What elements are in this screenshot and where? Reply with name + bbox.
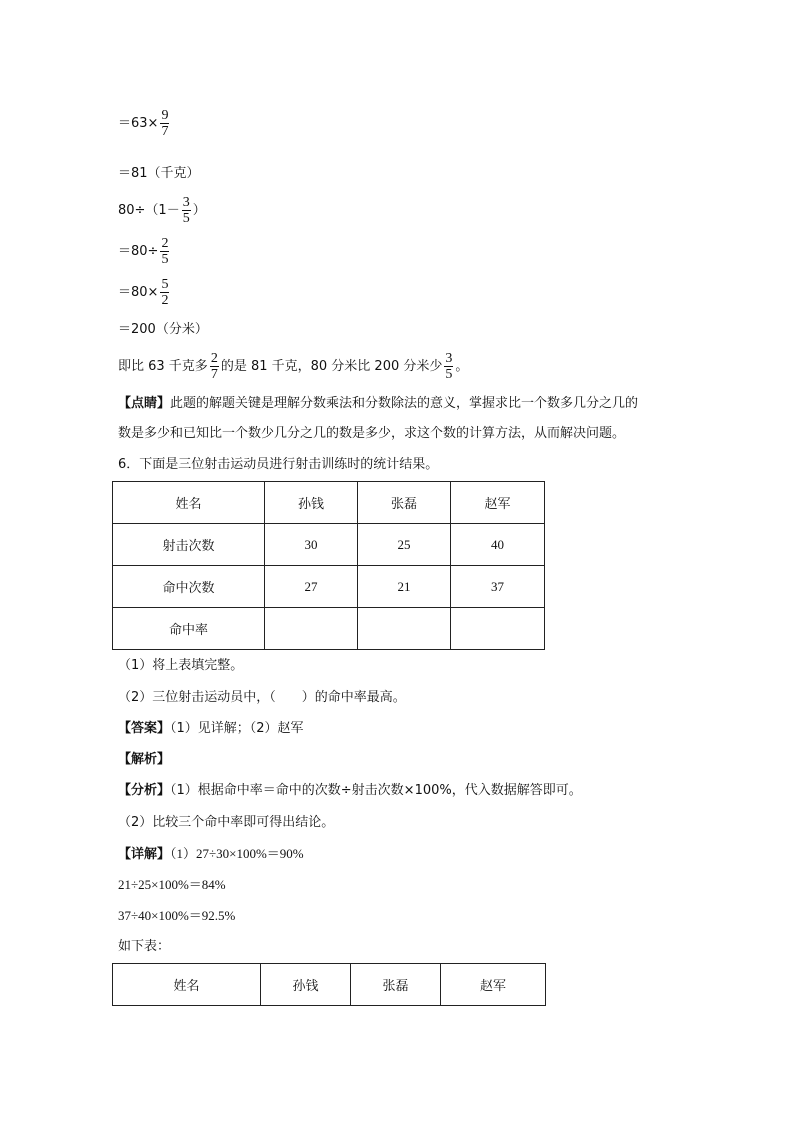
tip-text: 此题的解题关键是理解分数乘法和分数除法的意义，掌握求比一个数多几分之几的 (170, 396, 639, 411)
table-header: 孙钱 (265, 482, 358, 524)
sub-question-2: （2）三位射击运动员中，（ ）的命中率最高。 (118, 690, 406, 705)
fraction (160, 277, 169, 308)
fraction (210, 351, 219, 382)
table-cell: 37 (451, 566, 545, 608)
denominator: 7 (210, 367, 218, 382)
stats-table (112, 481, 545, 650)
fraction (182, 195, 191, 226)
table-header: 张磊 (351, 964, 441, 1006)
numerator: 9 (161, 108, 169, 123)
calc-text: ） (192, 203, 206, 218)
tip-line-1 (118, 396, 638, 412)
table-header: 孙钱 (261, 964, 351, 1006)
answer-line (118, 721, 304, 737)
numerator: 3 (445, 351, 453, 366)
analysis-label: 【分析】 (118, 783, 171, 798)
question-title: 6．下面是三位射击运动员进行射击训练时的统计结果。 (118, 457, 439, 472)
analysis-title: 【解析】 (118, 752, 171, 767)
answer-label: 【答案】 (118, 721, 171, 736)
denominator: 5 (445, 367, 453, 382)
fraction (160, 108, 169, 139)
denominator: 7 (161, 124, 169, 139)
row-label: 命中率 (113, 608, 265, 650)
table-cell-empty (358, 608, 451, 650)
calc-text: ＝80× (118, 285, 159, 300)
detail-line-4: 如下表： (118, 939, 171, 954)
table-cell-empty (451, 608, 545, 650)
tip-label: 【点睛】 (118, 396, 171, 411)
numerator: 5 (161, 277, 169, 292)
table-row (113, 608, 545, 650)
table-header: 张磊 (358, 482, 451, 524)
calc-text: ＝80÷ (118, 244, 159, 259)
row-label: 射击次数 (113, 524, 265, 566)
table-cell: 21 (358, 566, 451, 608)
analysis-text: （1）根据命中率＝命中的次数÷射击次数×100%，代入数据解答即可。 (170, 783, 582, 798)
calc-line-6: ＝200（分米） (118, 322, 208, 337)
analysis-line-1 (118, 783, 582, 799)
calc-line-5 (118, 277, 171, 308)
calc-text: 80÷（1－ (118, 203, 180, 218)
answer-text: （1）见详解；（2）赵军 (170, 721, 304, 736)
calc-text: ＝63× (118, 116, 159, 131)
fraction (444, 351, 453, 382)
table-cell-empty (265, 608, 358, 650)
calc-line-1 (118, 108, 171, 139)
row-label: 命中次数 (113, 566, 265, 608)
table-row (113, 524, 545, 566)
detail-text: （1）27÷30×100%＝90% (170, 846, 304, 861)
detail-line-1 (118, 846, 304, 863)
sub-question-1: （1）将上表填完整。 (118, 658, 244, 673)
table-header: 姓名 (113, 482, 265, 524)
numerator: 3 (182, 195, 190, 210)
detail-line-2: 21÷25×100%＝84% (118, 877, 226, 892)
numerator: 2 (161, 236, 169, 251)
analysis-line-2: （2）比较三个命中率即可得出结论。 (118, 815, 335, 830)
conclusion-text: 即比 63 千克多 (118, 359, 208, 374)
table-header: 赵军 (451, 482, 545, 524)
table-cell: 40 (451, 524, 545, 566)
table-cell: 27 (265, 566, 358, 608)
calc-line-4 (118, 236, 171, 267)
table-header-row (113, 964, 546, 1006)
table-cell: 25 (358, 524, 451, 566)
table-cell: 30 (265, 524, 358, 566)
tip-line-2: 数是多少和已知比一个数少几分之几的数是多少，求这个数的计算方法，从而解决问题。 (118, 426, 626, 441)
calc-line-2: ＝81（千克） (118, 166, 200, 181)
denominator: 5 (182, 211, 190, 226)
numerator: 2 (210, 351, 218, 366)
table-row (113, 566, 545, 608)
denominator: 2 (161, 293, 169, 308)
detail-line-3: 37÷40×100%＝92.5% (118, 908, 236, 923)
detail-label: 【详解】 (118, 847, 171, 862)
conclusion-text: 。 (455, 359, 469, 374)
calc-line-3 (118, 195, 206, 226)
table-header: 姓名 (113, 964, 261, 1006)
table-header: 赵军 (441, 964, 546, 1006)
conclusion-line (118, 351, 468, 382)
result-table (112, 963, 546, 1006)
table-header-row (113, 482, 545, 524)
conclusion-text: 的是 81 千克，80 分米比 200 分米少 (220, 359, 443, 374)
denominator: 5 (161, 252, 169, 267)
fraction (160, 236, 169, 267)
